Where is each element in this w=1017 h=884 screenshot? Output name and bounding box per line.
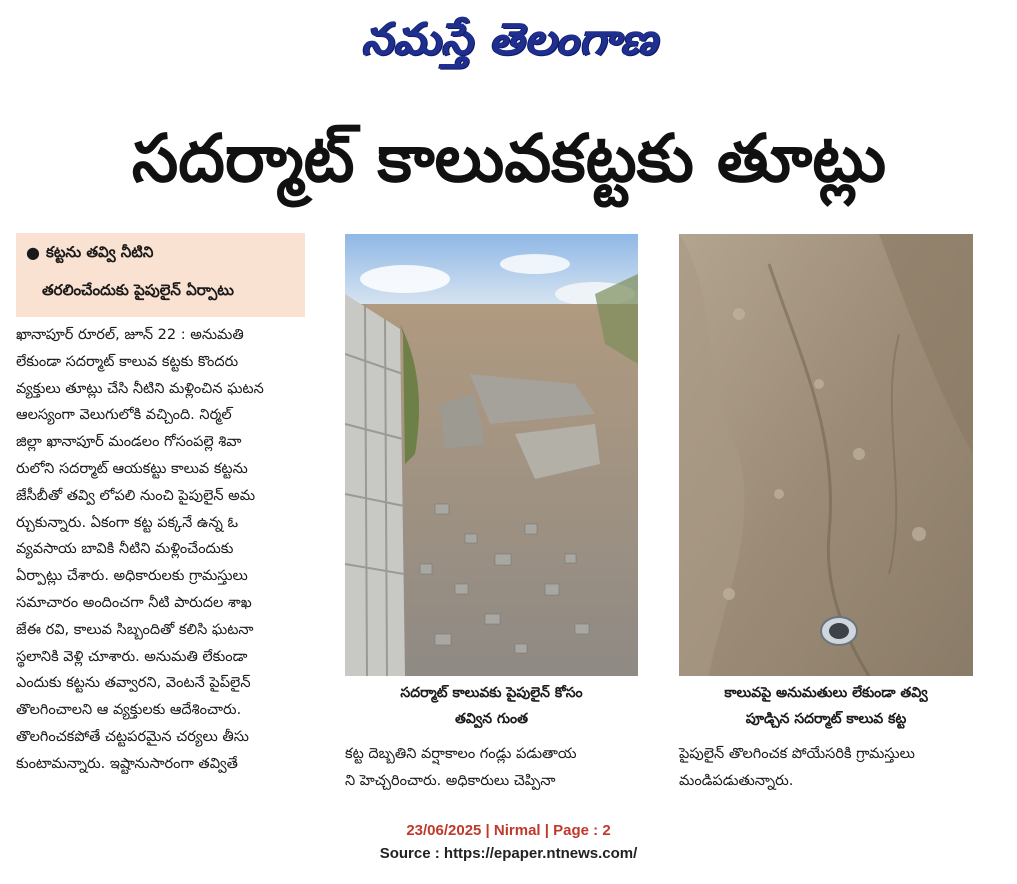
caption-line: తవ్విన గుంత	[455, 711, 528, 727]
article-line: తొలగించాలని ఆ వ్యక్తులకు ఆదేశించారు.	[16, 702, 242, 719]
article-line: కట్ట దెబ్బతిని వర్షాకాలం గండ్లు పడుతాయ	[345, 746, 577, 762]
article-column-3	[679, 741, 973, 795]
article-line: ర్చుకున్నారు. ఏకంగా కట్ట పక్కనే ఉన్న ఓ	[16, 514, 239, 531]
article-line: పైపులైన్ తొలగించక పోయేసరికి గ్రామస్తులు	[679, 746, 915, 762]
caption-line: సదర్మాట్ కాలువకు పైపులైన్ కోసం	[400, 685, 583, 701]
article-line: ని హెచ్చరించారు. అధికారులు చెప్పినా	[345, 772, 556, 789]
article-headline: సదర్మాట్ కాలువకట్టకు తూట్లు	[131, 120, 887, 197]
bullet-icon: ●	[26, 243, 40, 262]
article-line: జేఈ రవి, కాలువ సిబ్బందితో కలిసి ఘటనా	[16, 621, 254, 638]
article-line: వ్యక్తులు తూట్లు చేసి నీటిని మళ్లించిన ఘటన	[16, 380, 264, 397]
highlight-line-1: కట్టను తవ్వి నీటిని	[46, 243, 154, 261]
article-line: ఏర్పాట్లు చేశారు. అధికారులకు గ్రామస్తులు	[16, 568, 248, 585]
article-line: ఖానాపూర్ రూరల్, జూన్ 22 : అనుమతి	[16, 327, 244, 343]
article-column-2	[345, 741, 645, 795]
photo-caption-2	[679, 680, 973, 732]
article-line: జిల్లా ఖానాపూర్ మండలం గోసంపల్లె శివా	[16, 434, 242, 451]
article-line: సమాచారం అందించగా నీటి పారుదల శాఖ	[16, 594, 252, 611]
article-line: వ్యవసాయ బావికి నీటిని మళ్లించేందుకు	[16, 541, 234, 558]
article-line: ఎందుకు కట్టను తవ్వారని, వెంటనే పైప్‌లైన్	[16, 675, 251, 692]
photo-caption-1	[345, 680, 638, 732]
article-line: ఆలస్యంగా వెలుగులోకి వచ్చింది. నిర్మల్	[16, 407, 232, 424]
refilled-canal-photo	[679, 234, 973, 676]
article-line: మండిపడుతున్నారు.	[679, 772, 794, 789]
newspaper-masthead: నమస్తే తెలంగాణ	[361, 14, 659, 65]
article-line: రులోని సదర్మాట్ ఆయకట్టు కాలువ కట్టను	[16, 460, 248, 477]
edition-info: 23/06/2025 | Nirmal | Page : 2	[406, 822, 611, 839]
highlight-box	[16, 233, 305, 317]
source-link: Source : https://epaper.ntnews.com/	[379, 845, 638, 862]
canal-embankment-photo	[345, 234, 638, 676]
article-line: జేసీబీతో తవ్వి లోపలి నుంచి పైపులైన్ అమ	[16, 487, 256, 504]
article-line: లేకుండా సదర్మాట్ కాలువ కట్టకు కొందరు	[16, 353, 239, 370]
caption-line: కాలువపై అనుమతులు లేకుండా తవ్వి	[724, 685, 928, 701]
article-line: కుంటామన్నారు. ఇష్టానుసారంగా తవ్వితే	[16, 755, 238, 772]
caption-line: పూడ్చిన సదర్మాట్ కాలువ కట్ట	[745, 711, 907, 727]
article-line: స్థలానికి వెళ్లి చూశారు. అనుమతి లేకుండా	[16, 648, 248, 665]
highlight-line-2: తరలించేందుకు పైపులైన్ ఏర్పాటు	[42, 281, 234, 299]
article-column-1	[16, 322, 322, 802]
article-line: తొలగించకపోతే చట్టపరమైన చర్యలు తీసు	[16, 728, 249, 745]
